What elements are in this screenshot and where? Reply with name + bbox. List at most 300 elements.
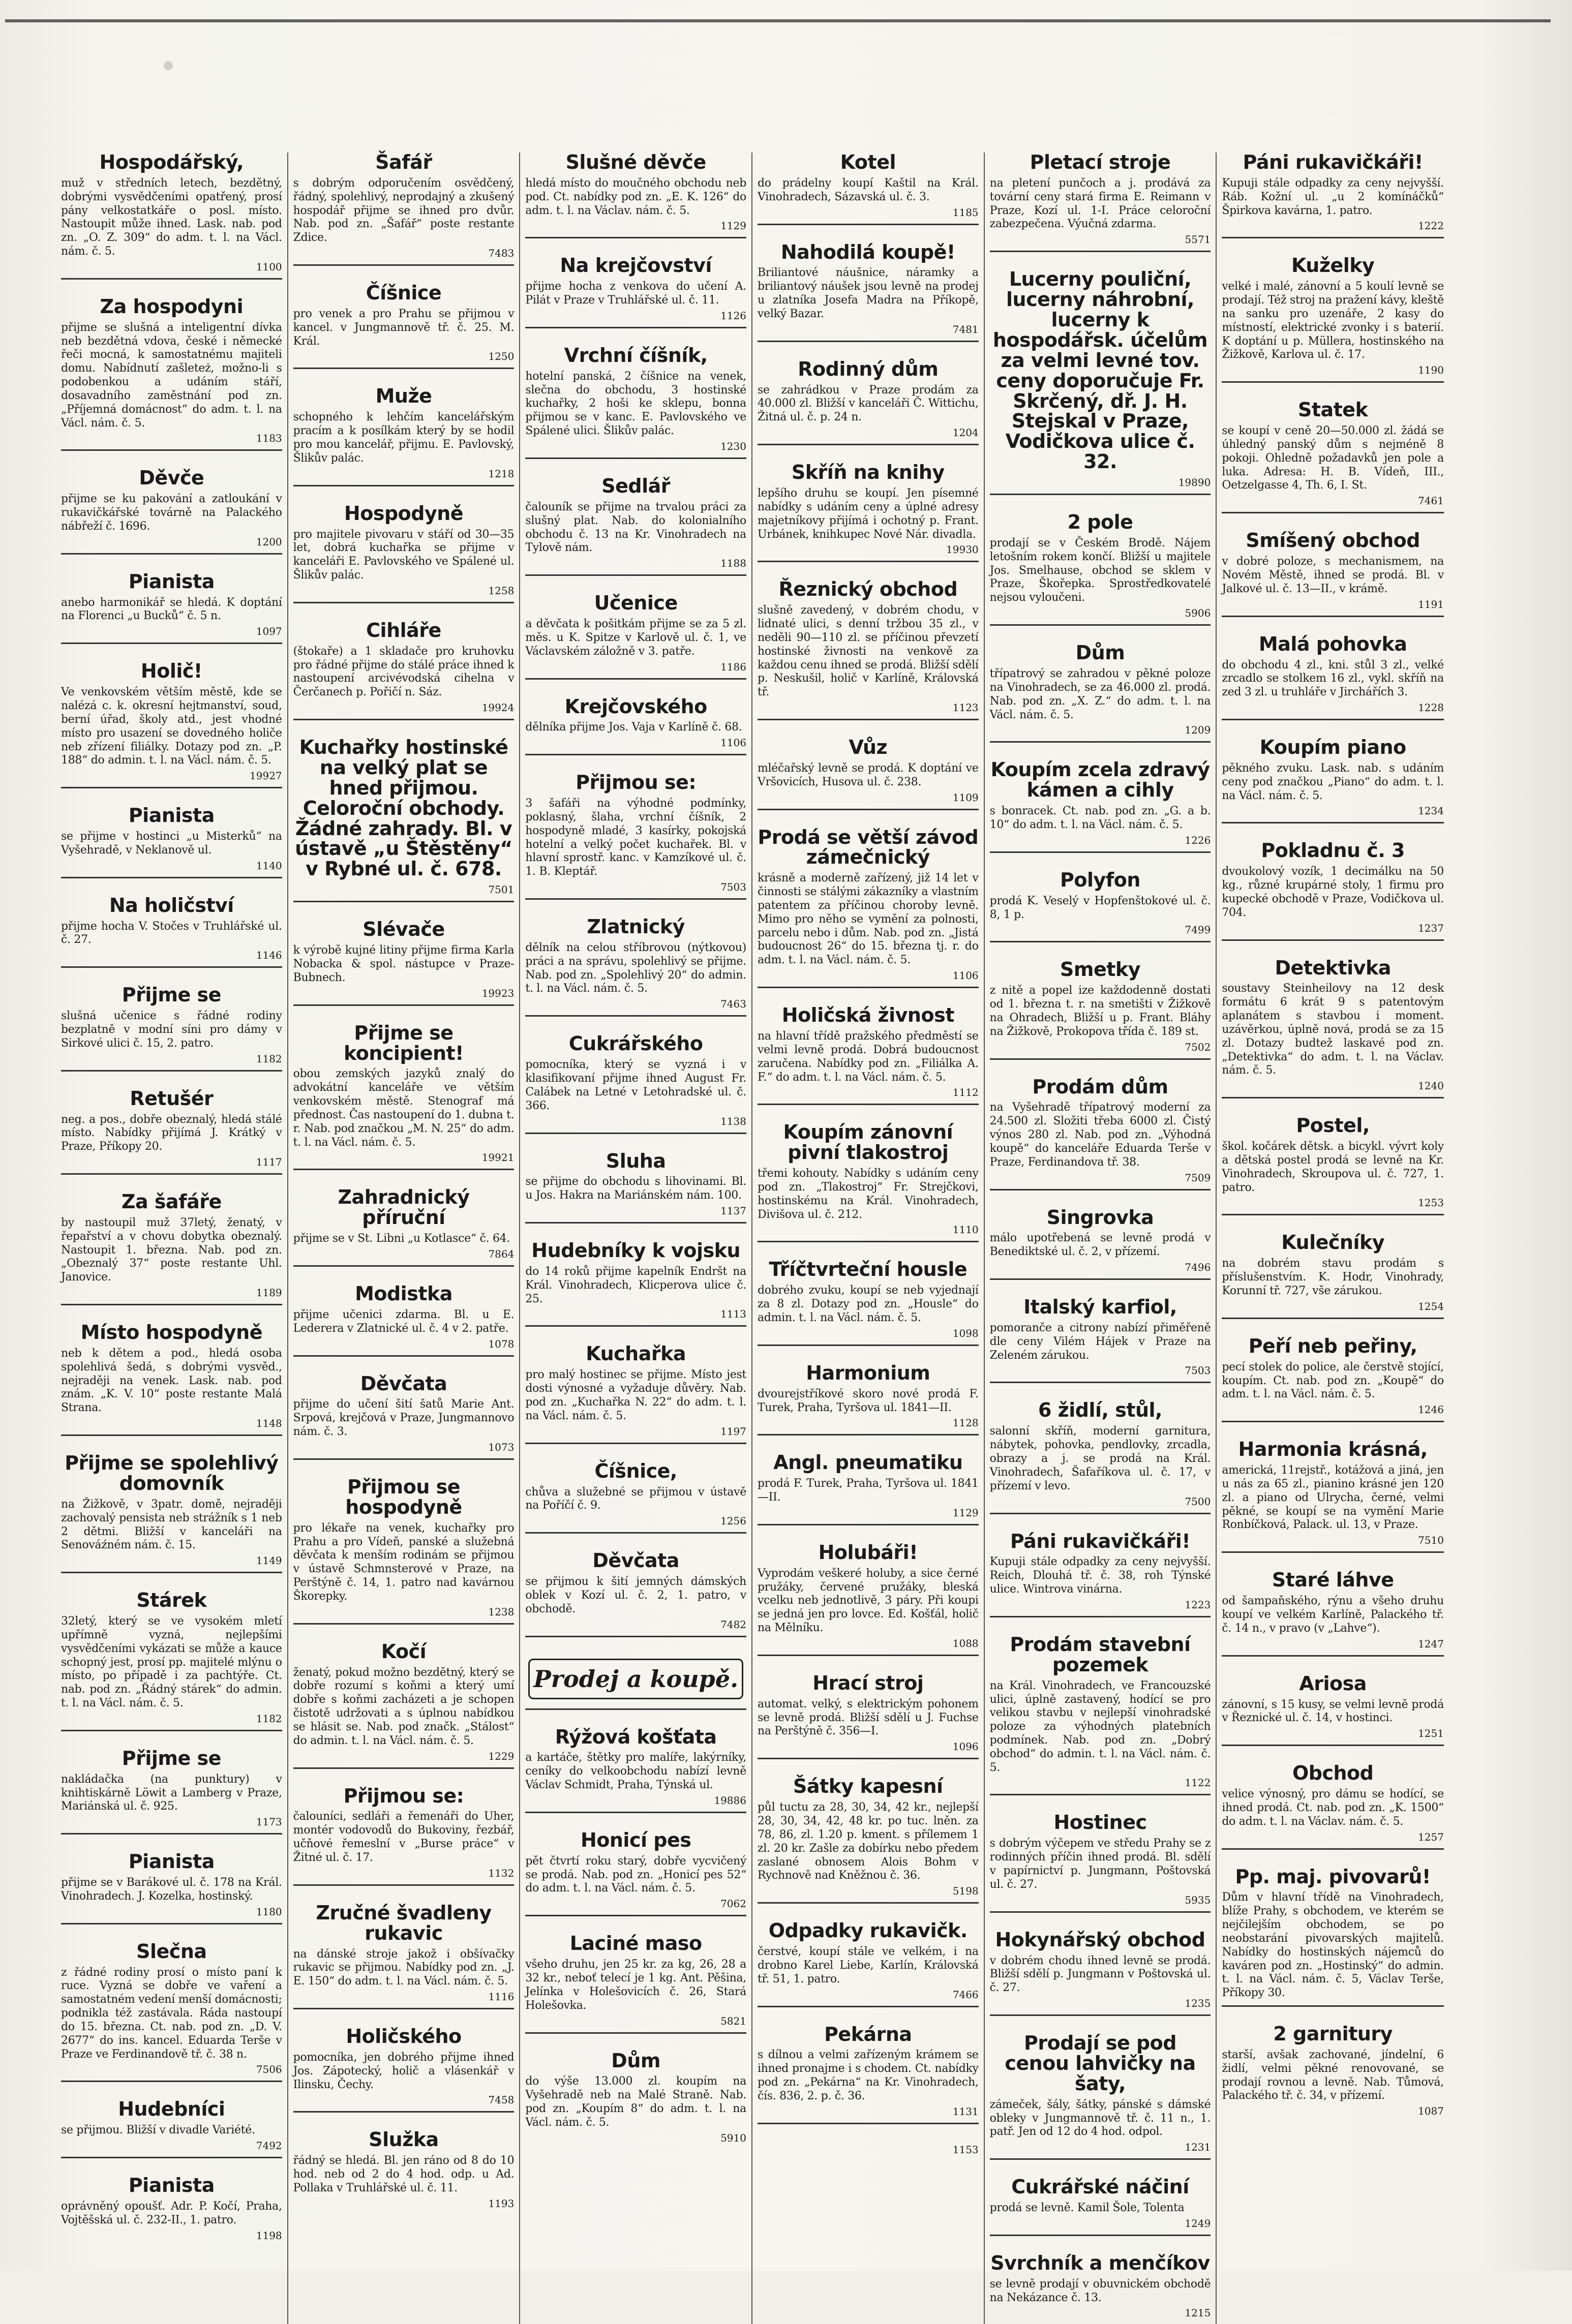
classified-ad xyxy=(758,152,979,225)
ad-body: krásně a moderně zařízený, již 14 let v činnosti se stálými zákazníky a vlastním patentem za příčinou choroby levně. Mimo pro něho se vymění za polnosti, parcelu nebo i dům. Nab. pod zn. „Jistá budoucnost 26“ do 15. března tj. r. do adm. t. l. na Václ. nám. č. 5. xyxy=(757,872,979,967)
ad-headline: Přijme se spolehlivý domovník xyxy=(65,1452,279,1494)
ad-headline: Holič! xyxy=(140,660,202,683)
ad-number: 7483 xyxy=(488,247,515,260)
ad-body: do prádelny koupí Kaštil na Král. Vinohradech, Sázavská ul. č. 3. xyxy=(757,176,979,203)
ad-headline: Pekárna xyxy=(824,2023,912,2045)
classified-ad xyxy=(990,152,1211,252)
classified-ad xyxy=(990,1813,1211,1912)
ad-headline: Smetky xyxy=(1060,958,1140,981)
classified-ad xyxy=(758,463,979,562)
classified-ad xyxy=(525,697,746,756)
classified-ad xyxy=(758,2025,979,2124)
classified-ad xyxy=(758,1673,979,1759)
ad-headline: Kuchařky hostinské na velký plat se hned přijmou. Celoroční obchody. Žádné zahrady. Bl. v ústavě „u Štěstěny“ v Rybné ul. č. 678. xyxy=(295,736,512,880)
ad-body: neg. a pos., dobře obeznalý, hledá stálé místo. Nabídky přijímá J. Krátký v Praze, Příkopy 20. xyxy=(61,1113,282,1153)
classified-ad xyxy=(61,1591,282,1731)
ad-body: neb k dětem a pod., hledá osoba spolehlivá šedá, s dobrými vysvěd., nejraději na venek. Lask. nab. pod znám. „K. V. 10“ poste restante Malá Strana. xyxy=(61,1347,282,1415)
ad-number: 1129 xyxy=(952,1506,979,1519)
classified-ad xyxy=(990,1532,1211,1617)
classified-ad xyxy=(990,2177,1211,2236)
ad-headline: Slečna xyxy=(136,1940,207,1963)
ad-number: 7499 xyxy=(1185,924,1211,936)
ad-headline: Děvčata xyxy=(592,1549,679,1572)
ad-number: 1226 xyxy=(1185,834,1211,846)
ad-headline: Hudebníci xyxy=(118,2098,225,2121)
ad-number: 5571 xyxy=(1185,233,1211,246)
ad-body: ženatý, pokud možno bezdětný, který se dobře rozumí s koňmi a který umí dobře s koňmi zacházeti a je schopen čistotě udržovati a s úplnou nabídkou se hlásit se. Nab. pod značk. „Stálost“ do admin. t. l. na Václ. nám. č. 5. xyxy=(293,1666,515,1747)
classified-ad xyxy=(757,825,979,989)
classified-ad xyxy=(758,579,979,720)
classified-ad xyxy=(1222,1233,1444,1319)
classified-ad xyxy=(293,1284,515,1357)
ad-number: 1246 xyxy=(1418,1403,1444,1416)
ad-number: 1193 xyxy=(488,2197,515,2210)
ad-headline: Prodám stavební pozemek xyxy=(1010,1633,1191,1676)
ad-headline: Kuželky xyxy=(1291,254,1375,277)
classified-ad xyxy=(293,1187,515,1267)
classified-ad xyxy=(293,621,515,720)
ad-headline: Pianista xyxy=(128,570,215,593)
ad-number: 1173 xyxy=(256,1816,282,1828)
ad-headline: Za šafáře xyxy=(121,1190,222,1213)
classified-ad xyxy=(293,283,515,369)
classified-ad xyxy=(990,760,1211,852)
classified-ad xyxy=(61,806,282,878)
ad-body: 3 šafáři na výhodné podmínky, poklasný, šlaha, vrchní číšník, 2 hospodyně mladé, 3 kasírky, pokojská hotelní a velký počet kuchařek. Bl. v hlavní sprostř. kanc. v Kamzíkové ul. č. 1. B. Kleptář. xyxy=(525,797,746,878)
classified-ad xyxy=(1222,152,1444,238)
classified-ad xyxy=(758,359,979,445)
ad-headline: Detektivka xyxy=(1275,956,1391,979)
classified-column-4 xyxy=(752,152,985,2324)
ad-headline: Páni rukavičkáři! xyxy=(1243,151,1423,173)
ad-number: 7466 xyxy=(952,1988,979,2001)
ad-headline: Holičského xyxy=(346,2025,462,2047)
classified-ad xyxy=(61,896,282,968)
ad-headline: Zručné švadleny rukavic xyxy=(316,1901,492,1944)
classified-ad xyxy=(1222,1763,1444,1849)
ad-headline: Holubáři! xyxy=(818,1541,918,1564)
classified-ad xyxy=(1222,1674,1444,1747)
classified-ad xyxy=(525,773,746,900)
classified-ad xyxy=(1222,1440,1444,1553)
ad-number: 1148 xyxy=(256,1417,282,1430)
ad-headline: Koupím zánovní pivní tlakostroj xyxy=(783,1121,953,1164)
ad-body: se přijmou k šití jemných dámských oblek v Kozí ul. č. 2, 1. patro, v obchodě. xyxy=(525,1575,746,1615)
ad-headline: Stárek xyxy=(136,1589,207,1612)
ad-body: řádný se hledá. Bl. jen ráno od 8 do 10 hod. neb od 2 do 4 hod. odp. u Ad. Pollaka v Truhlářské ul. č. 11. xyxy=(293,2154,515,2194)
classified-ad xyxy=(990,870,1211,943)
ad-number: 1146 xyxy=(256,949,282,962)
ad-body: do výše 13.000 zl. koupím na Vyšehradě neb na Malé Straně. Nab. pod zn. „Koupím 8“ do adm. t. l. na Václ. nám. č. 5. xyxy=(525,2075,746,2129)
ad-number: 7501 xyxy=(488,883,515,896)
ad-number: 7864 xyxy=(488,1247,515,1260)
ad-headline: Singrovka xyxy=(1046,1206,1154,1229)
classified-ad xyxy=(990,643,1211,743)
ad-body: dvoukolový vozík, 1 decimálku na 50 kg., různé krupárné stoly, 1 firmu pro kupecké obchodě v Praze, Vodičkova ul. 704. xyxy=(1222,865,1444,919)
ad-number: 1247 xyxy=(1418,1637,1444,1650)
ad-headline: Kočí xyxy=(381,1640,427,1663)
classified-ad xyxy=(525,1727,746,1813)
ad-body: do 14 roků přijme kapelník Endršt na Král. Vinohradech, Klicperova ulice č. 25. xyxy=(525,1265,746,1305)
ad-body: obou zemských jazyků znalý do advokátní kanceláře ve větším venkovském městě. Stenograf má přednost. Čas nastoupení do 1. dubna t. r. Nab. pod značkou „M. N. 25“ do adm. t. l. na Václ. nám. č. 5. xyxy=(293,1067,515,1149)
classified-ad xyxy=(990,1208,1211,1280)
ad-body: čalouníci, sedláři a řemenáři do Uher, montér vodovodů do Bukoviny, řezbář, učňové řemeslní v „Burse práce“ v Žitné ul. č. 17. xyxy=(293,1810,515,1864)
classified-column-6 xyxy=(1217,152,1449,2324)
classified-ad xyxy=(758,242,979,342)
classified-ad xyxy=(61,152,282,280)
classified-ad xyxy=(293,386,515,486)
classified-ad xyxy=(525,1551,746,1637)
classified-ad xyxy=(293,920,515,1005)
ad-headline: Cukrářského xyxy=(568,1032,703,1055)
ad-headline: Laciné maso xyxy=(569,1932,702,1955)
ad-headline: Služka xyxy=(369,2128,439,2151)
ad-headline: Prodá se větší závod zámečnický xyxy=(758,825,979,869)
classified-ad xyxy=(758,1453,979,1525)
ad-number: 1188 xyxy=(720,557,746,570)
classified-ad xyxy=(293,1903,515,2009)
ad-number: 5910 xyxy=(720,2131,746,2144)
ad-body: všeho druhu, jen 25 kr. za kg, 26, 28 a 32 kr., neboť telecí je 1 kg. Ant. Pěšina, Jelínka v Holešovicích č. 26, Stará Holešovka. xyxy=(525,1958,746,2012)
ad-body: zánovní, s 15 kusy, se velmi levně prodá v Řeznické ul. č. 14, v hostinci. xyxy=(1222,1698,1444,1725)
classified-ad xyxy=(1222,1116,1444,1215)
ad-number: 1137 xyxy=(720,1205,746,1217)
ad-number: 1097 xyxy=(256,625,282,638)
ad-body: hledá místo do moučného obchodu neb pod. Ct. nabídky pod zn. „E. K. 126“ do adm. t. l. na Václav. nám. č. 5. xyxy=(525,176,746,217)
ad-number: 1123 xyxy=(952,701,979,714)
ad-number: 1149 xyxy=(256,1554,282,1567)
ad-headline: Děvče xyxy=(139,467,204,490)
classified-ad xyxy=(758,1543,979,1656)
ad-headline: Zahradnický příruční xyxy=(338,1186,470,1229)
ad-number: 1228 xyxy=(1418,701,1444,714)
ad-number: 1078 xyxy=(488,1337,515,1350)
ad-body: starší, avšak zachované, jíndelní, 6 židlí, velmi pěkné renovované, se prodají rovnou a levně. Nab. Tůmová, Palackého tř. č. 34, v přízemí. xyxy=(1222,2048,1444,2102)
classified-ad xyxy=(61,2176,282,2247)
ad-body: Kupuji stále odpadky za ceny nejvyšší. Ráb. Kožní ul. „u 2 komínáčků“ Špirkova kavárna, 1. patro. xyxy=(1222,176,1444,217)
classified-ad xyxy=(990,2033,1211,2160)
ad-body: dělníka přijme Jos. Vaja v Karlíně č. 68. xyxy=(525,721,742,734)
ad-body: prodá K. Veselý v Hopfenštokové ul. č. 8, 1 p. xyxy=(989,894,1211,921)
ad-body: od šampaňského, rýnu a všeho druhu koupí ve velkém Karlíně, Palackého tř. č. 14 n., v pravo (v „Lahve“). xyxy=(1222,1595,1444,1635)
ad-number: 1191 xyxy=(1418,598,1444,610)
ad-body: se zahrádkou v Praze prodám za 40.000 zl. Bližší v kanceláři Č. Wittichu, Žitná ul. č. p. 24 n. xyxy=(757,383,979,424)
ad-body: mléčařský levně se prodá. K doptání ve Vršovicích, Husova ul. č. 238. xyxy=(757,761,979,788)
ad-headline: Malá pohovka xyxy=(1258,632,1407,655)
ad-body: Briliantové náušnice, náramky a briliantový náušek jsou levně na prodej u zlatníka Josefa Madra na Příkopě, velký Bazar. xyxy=(757,266,979,320)
ad-body: velké i malé, zánovní a 5 koulí levně se prodají. Též stroj na pražení kávy, kleště na sanku pro uzenáře, 2 kasy do místností, elektrické zvonky i s baterií. K doptání u p. Müllera, hostinského na Žižkově, Karlova ul. č. 17. xyxy=(1222,280,1444,361)
ad-number: 19923 xyxy=(481,987,515,999)
classified-ad xyxy=(758,2142,979,2161)
ad-body: přijme se v St. Libni „u Kotlasce“ č. 64. xyxy=(293,1232,510,1245)
ad-number: 7463 xyxy=(720,998,746,1011)
ad-number: 19921 xyxy=(481,1151,515,1164)
classified-ad xyxy=(758,1777,979,1904)
ad-body: do obchodu 4 zl., kni. stůl 3 zl., velké zrcadlo se stolkem 16 zl., vykl. skříň na zed 3 zl. u truhláře v Jirchářích 3. xyxy=(1222,658,1444,699)
classified-ad xyxy=(61,468,282,554)
section-banner: Prodej a koupě. xyxy=(528,1659,743,1699)
ad-number: 1200 xyxy=(256,535,282,548)
ad-number: 1138 xyxy=(720,1115,746,1127)
ad-body: se přijmou. Bližší v divadle Variété. xyxy=(61,2124,255,2137)
ad-number: 1215 xyxy=(1185,2307,1211,2319)
ad-number: 5935 xyxy=(1185,1893,1211,1906)
ad-body: dobrého zvuku, koupí se neb vyjednají za 8 zl. Dotazy pod zn. „Housle“ do admin. t. l. na Václ. nám. č. 5. xyxy=(757,1284,979,1324)
ad-number: 7502 xyxy=(1185,1041,1211,1053)
ad-number: 1096 xyxy=(952,1740,979,1753)
ad-number: 1253 xyxy=(1418,1197,1444,1209)
ad-headline: Učenice xyxy=(594,592,678,615)
ad-number: 1249 xyxy=(1185,2217,1211,2229)
ad-number: 1098 xyxy=(952,1327,979,1339)
ad-number: 1258 xyxy=(488,584,515,597)
ad-headline: Statek xyxy=(1297,399,1368,421)
classified-ad xyxy=(758,1363,979,1436)
classified-ad xyxy=(525,1344,746,1444)
classified-column-3 xyxy=(520,152,752,2324)
ad-body: automat. velký, s elektrickým pohonem se levně prodá. Bližší sdělí u J. Fuchse na Perštýně č. 356—I. xyxy=(757,1697,979,1738)
ad-number: 7510 xyxy=(1418,1534,1444,1547)
classified-ad xyxy=(293,2130,515,2214)
classified-ad xyxy=(525,593,746,679)
ad-number: 19930 xyxy=(946,543,979,556)
ad-number: 1223 xyxy=(1185,1598,1211,1611)
ad-body: s bonracek. Ct. nab. pod zn. „G. a b. 10“ do adm. t. l. na Václ. nám. č. 5. xyxy=(989,805,1211,831)
classified-ad xyxy=(758,1921,979,2007)
ad-number: 1229 xyxy=(488,1750,515,1762)
ad-number: 1198 xyxy=(256,2229,282,2242)
ad-body: přijme se ku pakování a zatloukání v rukavičkářské továrně na Palackého nábřeží č. 1696. xyxy=(61,493,282,533)
classified-columns xyxy=(56,151,1449,2319)
ad-headline: Slévače xyxy=(362,918,445,941)
classified-ad xyxy=(61,1089,282,1175)
classified-ad xyxy=(293,1023,515,1171)
classified-ad xyxy=(758,1122,979,1242)
ad-number: 1231 xyxy=(1185,2141,1211,2154)
classified-ad xyxy=(293,738,515,902)
ad-number: 5821 xyxy=(720,2014,746,2027)
classified-ad xyxy=(525,1830,746,1916)
ad-headline: Obchod xyxy=(1292,1762,1374,1785)
ad-headline: Peří neb peřiny, xyxy=(1248,1334,1417,1357)
classified-ad xyxy=(1222,2024,1444,2122)
ad-body: v dobré poloze, s mechanismem, na Novém Městě, ihned se prodá. Bl. v Jalkové ul. č. 13—II., v krámě. xyxy=(1222,555,1444,595)
ad-headline: Slušné děvče xyxy=(565,151,706,173)
ad-body: málo upotřebená se levně prodá v Benediktské ul. č. 2, v přízemí. xyxy=(989,1232,1211,1259)
ad-headline: Koupím piano xyxy=(1259,736,1406,759)
ad-body: velice výnosný, pro dámu se hodící, se ihned prodá. Ct. nab. pod zn. „K. 1500“ do adm. t. l. na Václav. nám. č. 5. xyxy=(1222,1788,1444,1828)
ad-headline: Nahodilá koupě! xyxy=(780,240,955,263)
classified-ad xyxy=(61,1192,282,1305)
ad-headline: Přijmou se: xyxy=(343,1784,464,1807)
ad-number: 1240 xyxy=(1418,1080,1444,1092)
ad-headline: Prodám dům xyxy=(1032,1075,1168,1098)
ad-headline: Místo hospodyně xyxy=(80,1321,262,1344)
ad-number: 1131 xyxy=(952,2105,979,2118)
ad-headline: Krejčovského xyxy=(564,695,707,718)
classified-ad xyxy=(525,1934,746,2033)
classified-ad xyxy=(1222,958,1444,1099)
ad-body: prodají se v Českém Brodě. Nájem letošním rokem končí. Bližší u majitele Jos. Smelhause, obchod se sklem v Praze, Škořepka. Sprostředkovatelé nejsou vyloučeni. xyxy=(989,537,1211,604)
classified-ad xyxy=(1222,841,1444,940)
ad-number: 1234 xyxy=(1418,805,1444,817)
ad-headline: Angl. pneumatiku xyxy=(773,1451,963,1474)
classified-ad xyxy=(525,476,746,576)
ad-number: 7461 xyxy=(1418,495,1444,507)
classified-ad xyxy=(990,2253,1211,2324)
ad-body: hotelní panská, 2 číšnice na venek, slečna do obchodu, 3 hostinské kuchařky, 2 hoši ke sklepu, bonna přijmou se v kanc. E. Pavlovského ve Spálené ulici. Šlikův palác. xyxy=(525,370,746,438)
ad-body: zámeček, šály, šátky, pánské s dámské obleky v Jungmannově tř. č. 11 n., 1. patř. Jen od 12 do 4 hod. odpol. xyxy=(989,2098,1211,2138)
ad-headline: Pianista xyxy=(128,1850,215,1873)
ad-headline: Děvčata xyxy=(360,1372,447,1395)
ad-body: Vyprodám veškeré holuby, a sice černé pružáky, červené pružáky, bleská vcelku neb jednotlivě, 3 páry. Při koupi se jedná jen pro lovce. Ed. Košťál, holič na Mělníku. xyxy=(757,1567,979,1635)
ad-number: 1197 xyxy=(720,1425,746,1438)
classified-ad xyxy=(1222,1867,1444,2007)
ad-headline: Sedlář xyxy=(601,474,671,497)
ad-headline: Páni rukavičkáři! xyxy=(1010,1530,1191,1552)
ad-body: pecí stolek do police, ale čerstvě stojící, koupím. Ct. nab. pod zn. „Koupě“ do adm. t. l. na Václ. nám. č. 5. xyxy=(1222,1360,1444,1401)
ad-headline: Přijmou se hospodyně xyxy=(345,1475,462,1518)
ad-headline: Cukrářské náčiní xyxy=(1011,2176,1189,2198)
ad-body: přijme se slušná a inteligentní dívka neb bezdětná vdova, české i německé řeči mocná, k samostatnému majiteli domu. Nabídnutí zašleteż, možno-li s podobenkou a udáním stáří, dosavadního zaměstnání pod zn. „Příjemná domácnost“ do adm. t. l. na Václ. nám. č. 5. xyxy=(61,321,282,430)
classified-ad xyxy=(1222,634,1444,720)
classified-ad xyxy=(990,960,1211,1059)
ad-body: čerstvé, koupí stále ve velkém, i na drobno Karel Liebe, Karlín, Královská tř. 51, 1. patro. xyxy=(757,1945,979,1985)
ad-body: pro venek a pro Prahu se přijmou v kancel. v Jungmannově tř. č. 25. M. Král. xyxy=(293,307,515,348)
classified-ad xyxy=(525,346,746,459)
classified-ad xyxy=(61,1323,282,1436)
classified-ad xyxy=(61,1749,282,1834)
ad-body: třípatrový se zahradou v pěkné poloze na Vinohradech, se za 46.000 zl. prodá. Nab. pod zn. „X. Z.“ do adm. t. l. na Václ. nám. č. 5. xyxy=(989,667,1211,721)
ad-headline: Honicí pes xyxy=(580,1828,691,1851)
classified-ad xyxy=(293,504,515,603)
ad-body: nakládačka (na punktury) v knihtiskárně Löwit a Lamberg v Praze, Mariánská ul. č. 925. xyxy=(61,1772,282,1813)
ad-body: na dánské stroje jakož i obšívačky rukavic se přijmou. Nabídky pod zn. „J. E. 150“ do adm. t. l. na Václ. nám. č. 5. xyxy=(293,1947,515,1988)
classified-ad xyxy=(758,738,979,810)
ad-headline: Kuchařka xyxy=(586,1342,686,1365)
ad-body: prodá se levně. Kamil Šole, Tolenta xyxy=(989,2201,1185,2215)
ad-headline: Skříň na knihy xyxy=(791,461,945,484)
classified-ad xyxy=(1222,400,1444,513)
ad-body: chůva a služebné se přijmou v ústavě na Poříčí č. 9. xyxy=(525,1485,746,1512)
ad-number: 1126 xyxy=(720,309,746,322)
ad-headline: Hospodyně xyxy=(344,502,464,525)
ad-headline: Číšnice xyxy=(366,282,442,304)
ad-number: 1256 xyxy=(720,1515,746,1527)
ad-body: se levně prodají v obuvnickém obchodě na Nekázance č. 13. xyxy=(989,2277,1211,2304)
ad-headline: Přijme se koncipient! xyxy=(343,1021,464,1064)
ad-headline: Harmonia krásná, xyxy=(1238,1438,1428,1461)
classified-ad xyxy=(525,1461,746,1534)
ad-number: 1100 xyxy=(256,260,282,273)
ad-headline: Harmonium xyxy=(806,1361,930,1384)
ad-number: 1183 xyxy=(256,432,282,445)
ad-body: pro lékaře na venek, kuchařky pro Prahu a pro Vídeň, panské a služebná děvčata k menším rodinám se přijmou v ústavě Schmnsterové v Praze, na Perštýně č. 14, 1. patro nad kavárnou Škorepky. xyxy=(293,1521,515,1603)
ad-headline: Dům xyxy=(1075,641,1125,664)
ad-headline: Vrchní číšník, xyxy=(564,344,708,366)
classified-ad xyxy=(525,256,746,328)
ad-body: se přijme v hostinci „u Misterků“ na Vyšehradě, v Neklanově ul. xyxy=(61,830,282,857)
classified-ad xyxy=(61,1852,282,1924)
ad-body: se koupí v ceně 20—50.000 zl. žádá se úhledný panský dům s nejméně 8 pokoji. Ohledně požadavků jen pole a luka. Adresa: H. B. Vídeň, III., Oetzelgasse 4, Th. 6, I. St. xyxy=(1222,424,1444,492)
ad-number: 1218 xyxy=(488,467,515,480)
ad-body: z řádné rodiny prosí o místo paní k ruce. Vyzná se dobře ve vaření a samostatném vedení menší domácnosti; podnikla též zastávala. Ráda nastoupí do 15. března. Ct. nab. pod zn. „D. V. 2677“ do ins. kancel. Eduarda Terše v Praze ve Ferdinandově tř. č. 38 n. xyxy=(61,1966,282,2061)
classified-ad xyxy=(61,1453,282,1573)
ad-number: 1254 xyxy=(1418,1300,1444,1312)
ad-body: s dílnou a velmi zařízeným krámem se ihned pronajme i s chodem. Ct. nabídky pod zn. „Pekárna“ na Kr. Vinohradech, čís. 836, 2. p. č. 36. xyxy=(757,2048,979,2102)
classified-ad xyxy=(61,297,282,451)
ad-number: 7481 xyxy=(952,323,979,335)
ad-body: pět čtvrtí roku starý, dobře vycvičený se prodá. Nab. pod zn. „Honicí pes 52“ do adm. t. l. na Václ. nám. č. 5. xyxy=(525,1854,746,1895)
ad-body: anebo harmonikář se hledá. K doptání na Florenci „u Bucků“ č. 5 n. xyxy=(61,596,282,623)
classified-ad xyxy=(293,2027,515,2113)
ad-headline: Kotel xyxy=(840,151,896,173)
ad-headline: Koupím zcela zdravý kámen a cihly xyxy=(990,758,1210,802)
ad-body: dělník na celou stříbrovou (nýtkovou) práci a na správu, spolehlivý se přijme. Nab. pod zn. „Spolehlivý 20“ do admin. t. l. na Václ. nám. č. 5. xyxy=(525,941,746,995)
classified-ad xyxy=(525,152,746,238)
ad-number: 7496 xyxy=(1185,1261,1211,1274)
ad-number: 1204 xyxy=(952,426,979,439)
ad-body: lepšího druhu se koupí. Jen písemné nabídky s udáním ceny a úplné adresy majetníkovy přijímá i ochotný p. Frant. Urbánek, knihkupec Nové Nár. divadla. xyxy=(757,487,979,541)
ad-headline: Staré láhve xyxy=(1272,1569,1394,1592)
classified-column-5 xyxy=(985,152,1217,2324)
ad-body: k výrobě kujné litiny přijme firma Karla Nobacka & spol. nástupce v Praze-Bubnech. xyxy=(293,944,515,984)
ad-headline: 2 garnitury xyxy=(1273,2023,1393,2045)
classified-ad xyxy=(990,269,1211,495)
ad-headline: Na krejčovství xyxy=(560,254,712,277)
ad-number: 1180 xyxy=(256,1905,282,1918)
ad-number: 1185 xyxy=(952,206,979,219)
ad-body: slušně zavedený, v dobrém chodu, v lidnaté ulici, s denní tržbou 35 zl., v neděli 90—110 zl. se příčinou převzetí hostinské živnosti na venkově za každou cenu ihned se prodá. Bližší sdělí p. Neskušil, holič v Karlíně, Královská tř. xyxy=(757,604,979,699)
ad-headline: Na holičství xyxy=(109,894,234,916)
classified-column-1 xyxy=(56,152,288,2324)
ad-number: 1238 xyxy=(488,1605,515,1618)
ad-headline: 6 židlí, stůl, xyxy=(1038,1399,1162,1422)
ad-body: a kartáče, štětky pro malíře, lakýrníky, ceníky do velkoobchodu nabízí levně Václav Schmidt, Praha, Týnská ul. xyxy=(525,1751,746,1792)
ad-number: 1116 xyxy=(488,1990,515,2003)
ad-number: 5198 xyxy=(952,1885,979,1898)
ad-number: 1088 xyxy=(952,1637,979,1649)
ad-number: 1230 xyxy=(720,440,746,452)
ad-headline: Hostinec xyxy=(1053,1811,1147,1834)
classified-ad xyxy=(758,1260,979,1346)
ad-body: přijme učenici zdarma. Bl. u E. Lederera v Zlatnické ul. č. 4 v 2. patře. xyxy=(293,1308,515,1335)
ad-number: 1237 xyxy=(1418,922,1444,934)
ad-number: 1113 xyxy=(720,1308,746,1321)
ad-number: 1128 xyxy=(952,1417,979,1429)
classified-ad xyxy=(61,1942,282,2083)
ad-headline: Vůz xyxy=(849,736,888,759)
ad-headline: Dům xyxy=(611,2049,660,2072)
classified-ad xyxy=(293,1642,515,1769)
ad-number: 1257 xyxy=(1418,1830,1444,1843)
ad-body: s dobrým výčepem ve středu Prahy se z rodinných příčin ihned prodá. Bl. sdělí v papírnictví p. Jungmann, Poštovská ul. č. 27. xyxy=(989,1837,1211,1891)
ad-number: 19890 xyxy=(1178,476,1211,489)
ad-headline: Zlatnický xyxy=(587,915,685,938)
classified-ad xyxy=(525,1241,746,1327)
ad-headline: Šátky kapesní xyxy=(793,1775,943,1798)
ad-body: Kupuji stále odpadky za ceny nejvyšší. Reich, Dlouhá tř. č. 38, roh Týnské ulice. Wintrova vinárna. xyxy=(989,1555,1211,1596)
ad-number: 1186 xyxy=(720,660,746,673)
ad-headline: Holičská živnost xyxy=(781,1004,954,1027)
classified-ad xyxy=(525,1655,746,1710)
ad-number: 7503 xyxy=(720,881,746,894)
classified-ad xyxy=(293,1786,515,1886)
ad-number: 19927 xyxy=(250,770,282,782)
ad-headline: Smíšený obchod xyxy=(1246,529,1420,552)
classified-ad xyxy=(525,917,746,1017)
classified-ad xyxy=(525,2051,746,2149)
